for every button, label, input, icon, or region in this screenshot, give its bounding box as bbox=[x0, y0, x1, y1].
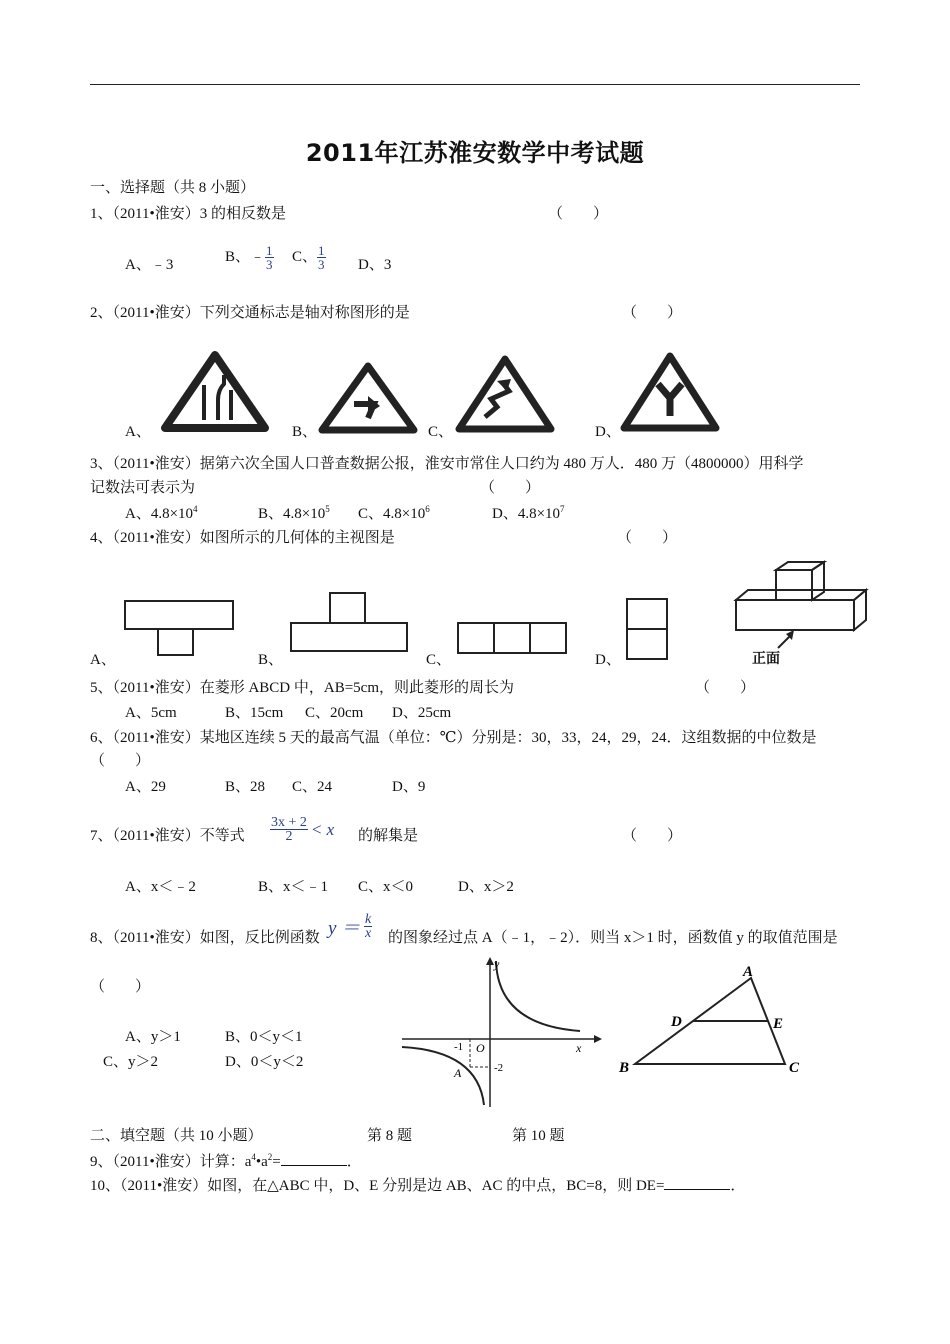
question-7-option-d: D、x＞2 bbox=[458, 879, 514, 895]
section-heading-fill-in: 二、填空题（共 10 小题） bbox=[90, 1128, 263, 1144]
question-6-option-c: C、24 bbox=[292, 779, 333, 795]
question-5-option-a: A、5cm bbox=[125, 705, 177, 721]
graph-neg1-label: -1 bbox=[454, 1041, 464, 1053]
front-view-option-c bbox=[454, 620, 574, 658]
graph-neg2-label: -2 bbox=[494, 1062, 504, 1074]
question-6-answer-paren: （ ） bbox=[90, 753, 151, 769]
question-1-option-a: A、﹣3 bbox=[125, 257, 174, 273]
question-1-option-d: D、3 bbox=[358, 257, 392, 273]
graph-x-axis-label: x bbox=[576, 1041, 582, 1055]
question-7-option-a: A、x＜﹣2 bbox=[125, 879, 196, 895]
graph-origin-label: O bbox=[476, 1041, 485, 1055]
question-3-option-d: D、$4.8\times 10^7$ bbox=[492, 504, 565, 522]
question-4-stem: 4、（2011•淮安）如图所示的几何体的主视图是 bbox=[90, 530, 395, 546]
question-10: 10、（2011•淮安）如图，在△ABC 中，D、E 分别是边 AB、AC 的中点，BC=8，则 DE= ． bbox=[90, 1178, 746, 1194]
page-title: 2011年江苏淮安数学中考试题 bbox=[305, 139, 645, 167]
question-5-option-c: C、20cm bbox=[305, 705, 364, 721]
question-8-stem-prefix: 8、（2011•淮安）如图，反比例函数 bbox=[90, 930, 320, 946]
question-1-answer-paren: （ ） bbox=[548, 206, 609, 222]
question-7-stem-suffix: 的解集是 bbox=[358, 828, 419, 844]
answer-blank-q9[interactable] bbox=[281, 1153, 347, 1166]
fraction-one-third: $\frac{1}{3}$ bbox=[266, 243, 273, 272]
question-6-option-d: D、9 bbox=[392, 779, 426, 795]
traffic-sign-narrow-road-icon bbox=[160, 350, 270, 432]
question-6-option-b: B、28 bbox=[225, 779, 266, 795]
front-direction-label: 正面 bbox=[752, 651, 780, 667]
question-3-option-b: B、$4.8\times 10^5$ bbox=[258, 504, 330, 522]
answer-blank-q10[interactable] bbox=[664, 1177, 730, 1190]
question-3-option-a: A、$4.8\times 10^4$ bbox=[125, 504, 198, 522]
front-view-option-b bbox=[286, 590, 412, 654]
question-6-option-a: A、29 bbox=[125, 779, 166, 795]
question-8-function: y ＝ $\frac{k}{x}$ bbox=[328, 912, 372, 941]
figure-caption-q10: 第 10 题 bbox=[512, 1128, 565, 1144]
question-3-line-2: 记数法可表示为 bbox=[90, 480, 196, 496]
question-2-stem: 2、（2011•淮安）下列交通标志是轴对称图形的是 bbox=[90, 305, 410, 321]
question-5-option-d: D、25cm bbox=[392, 705, 452, 721]
triangle-vertex-a: A bbox=[743, 964, 754, 980]
question-8-option-a: A、y＞1 bbox=[125, 1029, 181, 1045]
traffic-sign-right-turn-icon bbox=[318, 362, 418, 434]
question-2-option-d: D、 bbox=[595, 424, 621, 440]
triangle-vertex-b: B bbox=[619, 1060, 630, 1076]
graph-point-a-label: A bbox=[454, 1066, 462, 1080]
triangle-point-d: D bbox=[671, 1014, 682, 1030]
question-2-answer-paren: （ ） bbox=[622, 305, 683, 321]
question-4-answer-paren: （ ） bbox=[617, 530, 678, 546]
inequality-fraction: $\frac{3x + 2}{2}$ bbox=[271, 815, 307, 844]
question-7-option-b: B、x＜﹣1 bbox=[258, 879, 329, 895]
question-2-option-b: B、 bbox=[292, 424, 318, 440]
question-1-option-c: C、 $\frac{1}{3}$ bbox=[292, 243, 325, 272]
question-5-answer-paren: （ ） bbox=[695, 680, 756, 696]
traffic-sign-winding-road-icon bbox=[455, 355, 555, 433]
function-fraction: $\frac{k}{x}$ bbox=[364, 912, 372, 941]
question-4-option-c: C、 bbox=[426, 652, 452, 668]
question-8-option-b: B、0＜y＜1 bbox=[225, 1029, 303, 1045]
triangle-figure bbox=[615, 962, 810, 1078]
figure-caption-q8: 第 8 题 bbox=[367, 1128, 413, 1144]
section-heading-choice: 一、选择题（共 8 小题） bbox=[90, 180, 256, 196]
question-4-option-d: D、 bbox=[595, 652, 621, 668]
question-7-option-c: C、x＜0 bbox=[358, 879, 414, 895]
traffic-sign-y-intersection-icon bbox=[620, 352, 720, 432]
question-2-option-a: A、 bbox=[125, 424, 151, 440]
question-7-stem-prefix: 7、（2011•淮安）不等式 bbox=[90, 828, 245, 844]
question-7-inequality: $\frac{3x + 2}{2}$ < x bbox=[271, 815, 335, 844]
triangle-vertex-c: C bbox=[789, 1060, 800, 1076]
question-5-option-b: B、15cm bbox=[225, 705, 284, 721]
triangle-point-e: E bbox=[773, 1016, 784, 1032]
question-4-option-b: B、 bbox=[258, 652, 284, 668]
front-view-option-a bbox=[120, 598, 240, 660]
question-9: 9、（2011•淮安）计算：$a^4•a^2=$ ． bbox=[90, 1152, 362, 1170]
header-rule bbox=[90, 84, 860, 85]
fraction-one-third: $\frac{1}{3}$ bbox=[318, 243, 325, 272]
question-1-stem: 1、（2011•淮安）3 的相反数是 bbox=[90, 206, 286, 222]
question-2-option-c: C、 bbox=[428, 424, 454, 440]
question-8-answer-paren: （ ） bbox=[90, 979, 151, 995]
question-3-option-c: C、$4.8\times 10^6$ bbox=[358, 504, 430, 522]
question-5-stem: 5、（2011•淮安）在菱形 ABCD 中，AB=5cm，则此菱形的周长为 bbox=[90, 680, 514, 696]
question-3-line-1: 3、（2011•淮安）据第六次全国人口普查数据公报，淮安市常住人口约为 480 万人．480 万（4800000）用科学 bbox=[90, 456, 804, 472]
question-4-option-a: A、 bbox=[90, 652, 116, 668]
question-8-option-c: C、y＞2 bbox=[103, 1054, 159, 1070]
question-8-option-d: D、0＜y＜2 bbox=[225, 1054, 304, 1070]
question-1-option-b: B、﹣ $\frac{1}{3}$ bbox=[225, 243, 273, 272]
front-view-option-d bbox=[624, 596, 672, 662]
question-6-line-1: 6、（2011•淮安）某地区连续 5 天的最高气温（单位：℃）分别是：30，33，24，29，24．这组数据的中位数是 bbox=[90, 730, 817, 746]
graph-y-axis-label: y bbox=[494, 957, 500, 971]
question-8-stem-suffix: 的图象经过点 A（﹣1，﹣2）．则当 x＞1 时，函数值 y 的取值范围是 bbox=[388, 930, 838, 946]
question-3-answer-paren: （ ） bbox=[480, 480, 541, 496]
hyperbola-graph bbox=[398, 955, 608, 1110]
question-7-answer-paren: （ ） bbox=[622, 828, 683, 844]
